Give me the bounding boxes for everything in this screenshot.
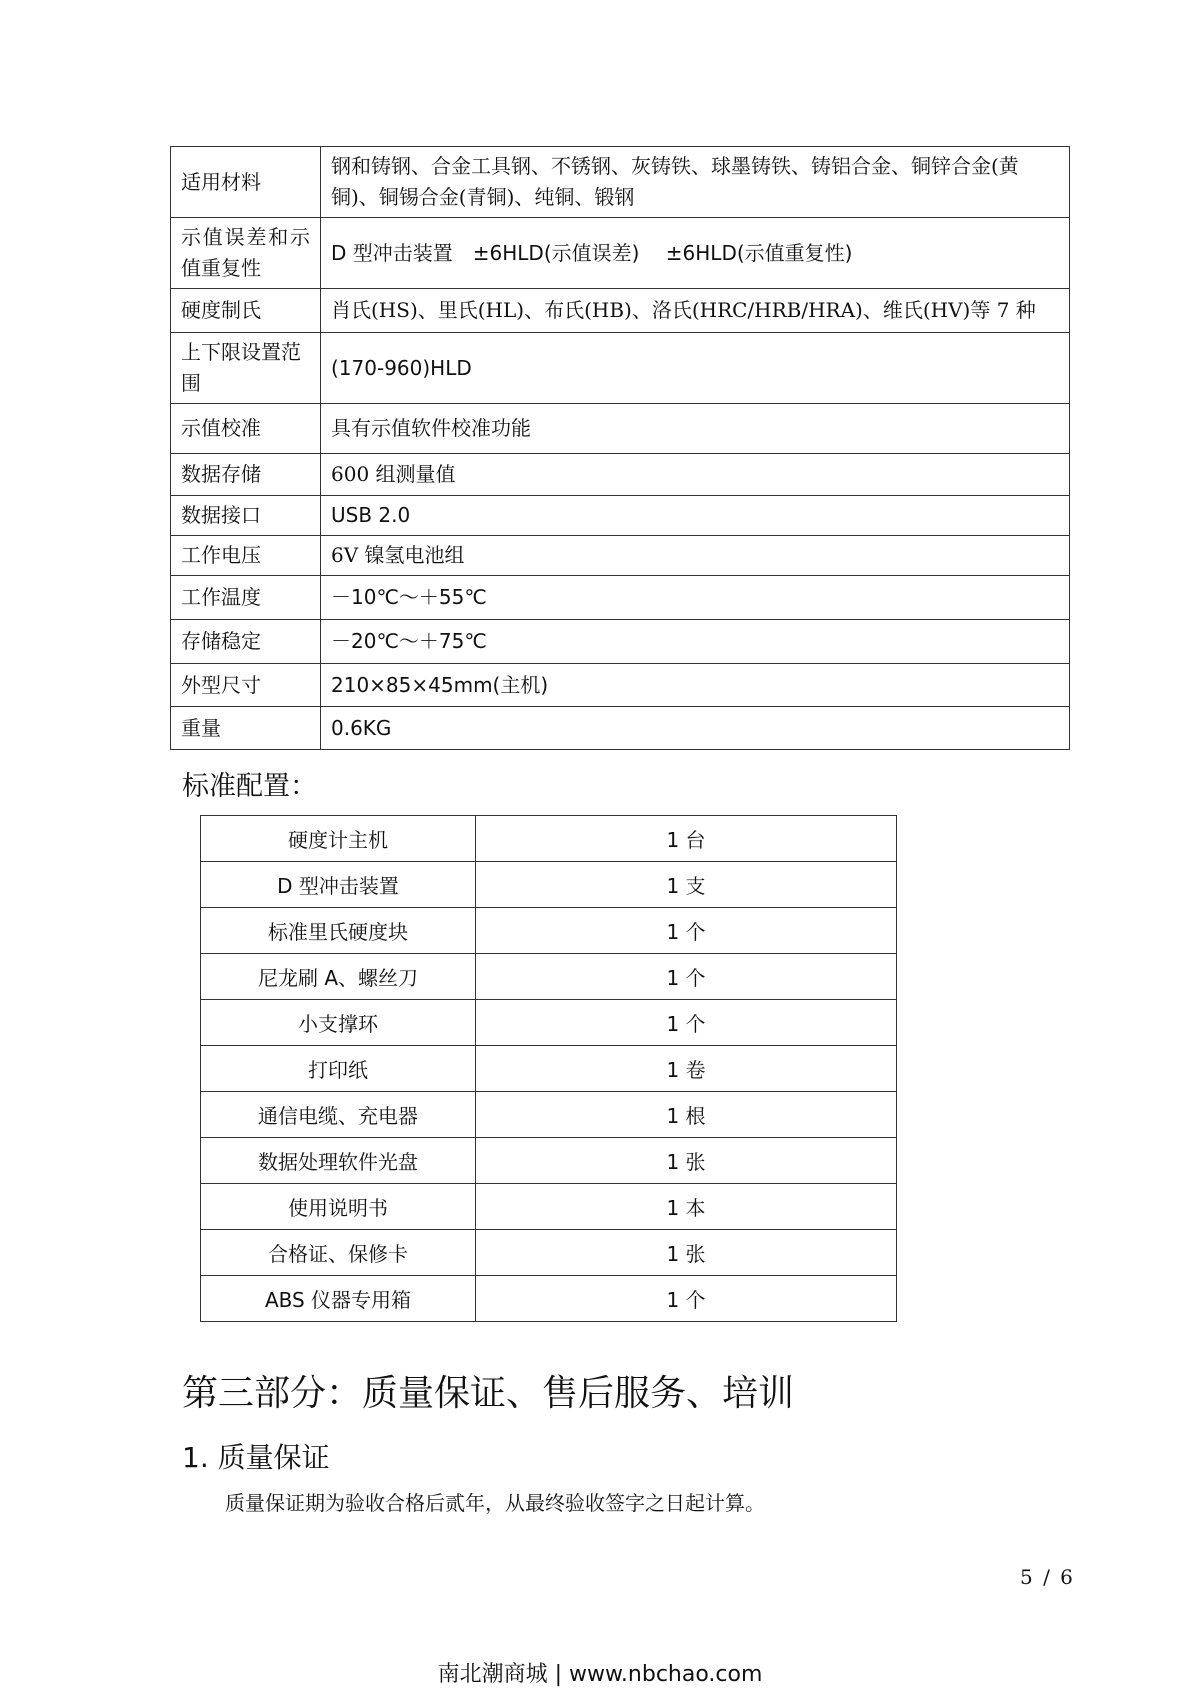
config-item: 数据处理软件光盘: [201, 1138, 476, 1184]
config-qty: 1 卷: [476, 1046, 897, 1092]
config-qty: 1 台: [476, 816, 897, 862]
config-row: [201, 908, 897, 954]
spec-value: D 型冲击装置 ±6HLD(示值误差) ±6HLD(示值重复性): [321, 218, 1070, 289]
config-item: 标准里氏硬度块: [201, 908, 476, 954]
config-row: [201, 1230, 897, 1276]
spec-row: [171, 289, 1070, 333]
config-item: 硬度计主机: [201, 816, 476, 862]
config-item: 使用说明书: [201, 1184, 476, 1230]
spec-row: [171, 147, 1070, 218]
config-item: ABS 仪器专用箱: [201, 1276, 476, 1322]
config-row: [201, 862, 897, 908]
config-qty: 1 支: [476, 862, 897, 908]
spec-row: [171, 496, 1070, 536]
spec-row: [171, 620, 1070, 664]
config-row: [201, 1000, 897, 1046]
quality-guarantee-paragraph: 质量保证期为验收合格后贰年，从最终验收签字之日起计算。: [225, 1491, 765, 1515]
spec-label: 数据存储: [171, 454, 321, 496]
spec-table: [170, 146, 1070, 750]
spec-label: 工作电压: [171, 536, 321, 576]
spec-value: 6V 镍氢电池组: [321, 536, 1070, 576]
spec-row: [171, 218, 1070, 289]
spec-value: 肖氏(HS)、里氏(HL)、布氏(HB)、洛氏(HRC/HRB/HRA)、维氏(HV)等 7 种: [321, 289, 1070, 333]
config-row: [201, 1046, 897, 1092]
spec-label: 外型尺寸: [171, 664, 321, 707]
config-item: 小支撑环: [201, 1000, 476, 1046]
spec-row: [171, 333, 1070, 404]
config-qty: 1 本: [476, 1184, 897, 1230]
spec-label: 适用材料: [171, 147, 321, 218]
config-item: 合格证、保修卡: [201, 1230, 476, 1276]
standard-config-heading: 标准配置：: [182, 771, 317, 802]
config-qty: 1 张: [476, 1138, 897, 1184]
spec-label: 数据接口: [171, 496, 321, 536]
spec-value: 210×85×45mm(主机): [321, 664, 1070, 707]
spec-row: [171, 664, 1070, 707]
config-row: [201, 1276, 897, 1322]
config-row: [201, 1092, 897, 1138]
page-number: 5 / 6: [1020, 1565, 1075, 1589]
spec-value: USB 2.0: [321, 496, 1070, 536]
config-qty: 1 个: [476, 1276, 897, 1322]
spec-value: 钢和铸钢、合金工具钢、不锈钢、灰铸铁、球墨铸铁、铸铝合金、铜锌合金(黄铜)、铜锡合金(青铜)、纯铜、锻钢: [321, 147, 1070, 218]
config-row: [201, 816, 897, 862]
spec-label: 示值校准: [171, 404, 321, 454]
spec-value: －10℃～＋55℃: [321, 576, 1070, 620]
footer-brand-link[interactable]: 南北潮商城 | www.nbchao.com: [437, 1662, 763, 1687]
config-item: 打印纸: [201, 1046, 476, 1092]
spec-value: 0.6KG: [321, 707, 1070, 750]
config-qty: 1 个: [476, 954, 897, 1000]
config-row: [201, 1184, 897, 1230]
spec-value: 具有示值软件校准功能: [321, 404, 1070, 454]
config-row: [201, 1138, 897, 1184]
config-qty: 1 个: [476, 908, 897, 954]
spec-row: [171, 707, 1070, 750]
section-title: 1. 质量保证: [182, 1441, 330, 1474]
spec-row: [171, 536, 1070, 576]
config-item: 尼龙刷 A、螺丝刀: [201, 954, 476, 1000]
config-item: 通信电缆、充电器: [201, 1092, 476, 1138]
spec-label: 存储稳定: [171, 620, 321, 664]
config-qty: 1 张: [476, 1230, 897, 1276]
spec-label: 示值误差和示值重复性: [171, 218, 321, 289]
part-title: 第三部分：质量保证、售后服务、培训: [182, 1373, 795, 1414]
standard-config-table: [200, 815, 897, 1322]
spec-value: 600 组测量值: [321, 454, 1070, 496]
config-qty: 1 个: [476, 1000, 897, 1046]
spec-value: (170-960)HLD: [321, 333, 1070, 404]
spec-row: [171, 404, 1070, 454]
spec-label: 硬度制氏: [171, 289, 321, 333]
config-item: D 型冲击装置: [201, 862, 476, 908]
spec-row: [171, 576, 1070, 620]
config-row: [201, 954, 897, 1000]
spec-label: 重量: [171, 707, 321, 750]
config-qty: 1 根: [476, 1092, 897, 1138]
spec-value: －20℃～＋75℃: [321, 620, 1070, 664]
spec-label: 工作温度: [171, 576, 321, 620]
spec-row: [171, 454, 1070, 496]
spec-label: 上下限设置范围: [171, 333, 321, 404]
